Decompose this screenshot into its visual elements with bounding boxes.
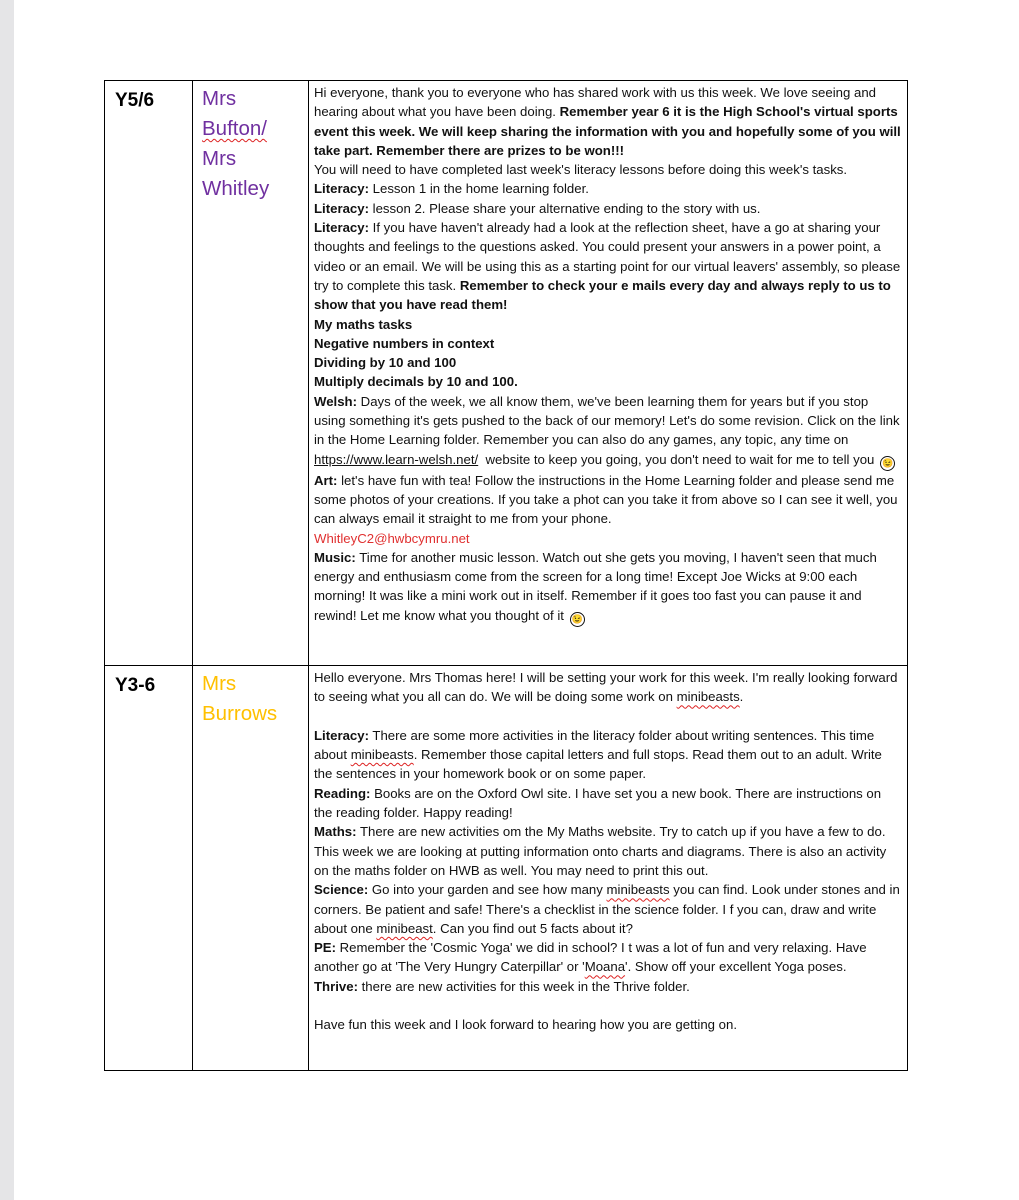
subject-label: Art: bbox=[314, 472, 338, 488]
prereq-paragraph: You will need to have completed last week's literacy lessons before doing this week's tasks. bbox=[314, 162, 848, 178]
blank-line bbox=[314, 996, 901, 1015]
tasks-cell bbox=[309, 666, 908, 1071]
intro-paragraph: Hello everyone. Mrs Thomas here! I will be setting your work for this week. I'm really looking forward to seeing what you all can do. We will be doing some work on minibeasts. bbox=[314, 670, 898, 705]
literacy-1 bbox=[314, 179, 901, 198]
subject-text: website to keep you going, you don't need to wait for me to tell you bbox=[485, 451, 875, 467]
subject-bold-text: Remember to check your e mails every day and always reply to us to show that you have read them! bbox=[314, 277, 891, 313]
literacy-3 bbox=[314, 218, 901, 314]
subject-text: lesson 2. Please share your alternative ending to the story with us. bbox=[372, 200, 761, 216]
teacher-line: Burrows bbox=[202, 702, 278, 725]
viewer-left-edge bbox=[0, 0, 15, 1200]
subject-text: '. Show off your excellent Yoga poses. bbox=[625, 959, 847, 975]
subject-text: there are new activities for this week in the Thrive folder. bbox=[361, 978, 690, 994]
intro-paragraph bbox=[314, 83, 901, 160]
maths-heading-text: My maths tasks bbox=[314, 316, 413, 332]
subject-text: Go into your garden and see how many bbox=[371, 882, 603, 898]
maths-item-text: Negative numbers in context bbox=[314, 335, 495, 351]
subject-label: Reading: bbox=[314, 785, 371, 801]
subject-label: Literacy: bbox=[314, 727, 369, 743]
welsh-paragraph bbox=[314, 392, 901, 471]
maths-item bbox=[314, 353, 901, 372]
subject-label: Literacy: bbox=[314, 200, 369, 216]
learn-welsh-link[interactable]: https://www.learn-welsh.net/ bbox=[314, 451, 479, 467]
tasks-text bbox=[309, 666, 907, 1035]
table-row-y56 bbox=[105, 81, 908, 666]
subject-text: Remember the 'Cosmic Yoga' we did in school? I t was a lot of fun and very relaxing. Have another go at 'The Very Hungry Caterpillar' or ' bbox=[314, 940, 867, 975]
subject-text: Books are on the Oxford Owl site. I have set you a new book. There are instructions on the reading folder. Happy reading! bbox=[314, 785, 882, 821]
maths-paragraph bbox=[314, 822, 901, 880]
subject-label: Music: bbox=[314, 549, 356, 565]
teacher-line: Whitley bbox=[202, 177, 270, 200]
maths-item bbox=[314, 334, 901, 353]
blank-line bbox=[314, 707, 901, 726]
year-cell bbox=[105, 81, 193, 666]
teacher-line: Mrs bbox=[202, 87, 237, 110]
tasks-text bbox=[309, 81, 907, 627]
subject-word: Moana bbox=[584, 959, 626, 975]
subject-text: Time for another music lesson. Watch out she gets you moving, I haven't seen that much energy and enthusiasm come from the screen for a long time! Except Joe Wicks at 9:00 each morning! It was like a mini work out in itself. Remember if it goes too fast you can pause it and rewind! Let me know what you thought of it bbox=[314, 549, 877, 623]
subject-label: Maths: bbox=[314, 824, 357, 840]
subject-text: you can find. Look under stones and in corners. Be patient and safe! There's a checklist in the science folder. I f you can, draw and write about one bbox=[314, 882, 900, 936]
music-paragraph bbox=[314, 548, 901, 627]
intro-word: minibeasts bbox=[676, 689, 740, 705]
subject-text: . Can you find out 5 facts about it? bbox=[432, 920, 633, 936]
intro-text: Hi everyone, thank you to everyone who has shared work with us this week. We love seeing and hearing about what you have been doing. bbox=[314, 85, 876, 120]
maths-item bbox=[314, 372, 901, 391]
teacher-line: Bufton/ bbox=[202, 117, 267, 140]
year-label: Y5/6 bbox=[115, 90, 155, 111]
teacher-name bbox=[193, 666, 308, 729]
teacher-line: Mrs bbox=[202, 672, 237, 695]
maths-item-text: Dividing by 10 and 100 bbox=[314, 355, 457, 371]
table-row-y36 bbox=[105, 666, 908, 1071]
subject-label: PE: bbox=[314, 940, 336, 956]
winking-face-icon: 😉 bbox=[570, 612, 585, 627]
subject-label: Welsh: bbox=[314, 393, 357, 409]
pe-paragraph bbox=[314, 938, 901, 977]
subject-label: Literacy: bbox=[314, 220, 369, 236]
subject-text: Lesson 1 in the home learning folder. bbox=[372, 181, 589, 197]
science-paragraph bbox=[314, 880, 901, 938]
home-learning-table bbox=[104, 80, 908, 1071]
teacher-line: Mrs bbox=[202, 147, 237, 170]
subject-label: Thrive: bbox=[314, 978, 358, 994]
thrive-paragraph bbox=[314, 977, 901, 996]
subject-text: There are some more activities in the literacy folder about writing sentences. This time about bbox=[314, 727, 875, 763]
maths-heading bbox=[314, 315, 901, 334]
subject-text: . Remember those capital letters and full stops. Read them out to an adult. Write the sentences in your homework book or on some paper. bbox=[314, 747, 882, 782]
email-link[interactable]: WhitleyC2@hwbcymru.net bbox=[314, 530, 470, 546]
subject-label: Literacy: bbox=[314, 181, 369, 197]
art-paragraph bbox=[314, 471, 901, 529]
subject-text: Days of the week, we all know them, we've been learning them for years but if you stop using something it's gets pushed to the back of our memory! Let's do some revision. Click on the link in the Home Learning folder. Remember you can also do any games, any topic, any time on bbox=[314, 393, 900, 448]
subject-word: minibeasts bbox=[606, 882, 670, 898]
subject-label: Science: bbox=[314, 882, 369, 898]
teacher-name bbox=[193, 81, 308, 204]
maths-item-text: Multiply decimals by 10 and 100. bbox=[314, 374, 518, 390]
subject-text: There are new activities om the My Maths website. Try to catch up if you have a few to do. This week we are looking at putting information onto charts and diagrams. There is also an activity on the maths folder on HWB as well. You may need to print this out. bbox=[314, 824, 887, 878]
teacher-cell bbox=[193, 666, 309, 1071]
literacy-2 bbox=[314, 199, 901, 218]
winking-face-icon: 😉 bbox=[880, 456, 895, 471]
literacy-paragraph bbox=[314, 726, 901, 784]
subject-word: minibeasts bbox=[350, 747, 414, 763]
year-cell bbox=[105, 666, 193, 1071]
teacher-cell bbox=[193, 81, 309, 666]
intro-bold-text: Remember year 6 it is the High School's virtual sports event this week. We will keep sharing the information with you and hopefully some of you will take part. Remember there are prizes to be won!!! bbox=[314, 104, 901, 158]
reading-paragraph bbox=[314, 784, 901, 823]
subject-word: minibeast bbox=[376, 920, 433, 936]
tasks-cell bbox=[309, 81, 908, 666]
closing-paragraph: Have fun this week and I look forward to hearing how you are getting on. bbox=[314, 1017, 737, 1033]
year-label: Y3-6 bbox=[115, 675, 156, 696]
subject-text: let's have fun with tea! Follow the instructions in the Home Learning folder and please send me some photos of your creations. If you take a phot can you take it from above so I can see it well, you can always email it straight to me from your phone. bbox=[314, 472, 898, 527]
intro-text: Hello everyone. Mrs Thomas here! I will be setting your work for this week. I'm really looking forward to seeing what you all can do. We will be doing some work on bbox=[314, 670, 898, 705]
subject-text: If you have haven't already had a look at the reflection sheet, have a go at sharing your thoughts and feelings to the questions asked. You could present your answers in a power point, a video or an email. We will be using this as a starting point for our virtual leavers' assembly, so please try to complete this task. bbox=[314, 220, 901, 293]
